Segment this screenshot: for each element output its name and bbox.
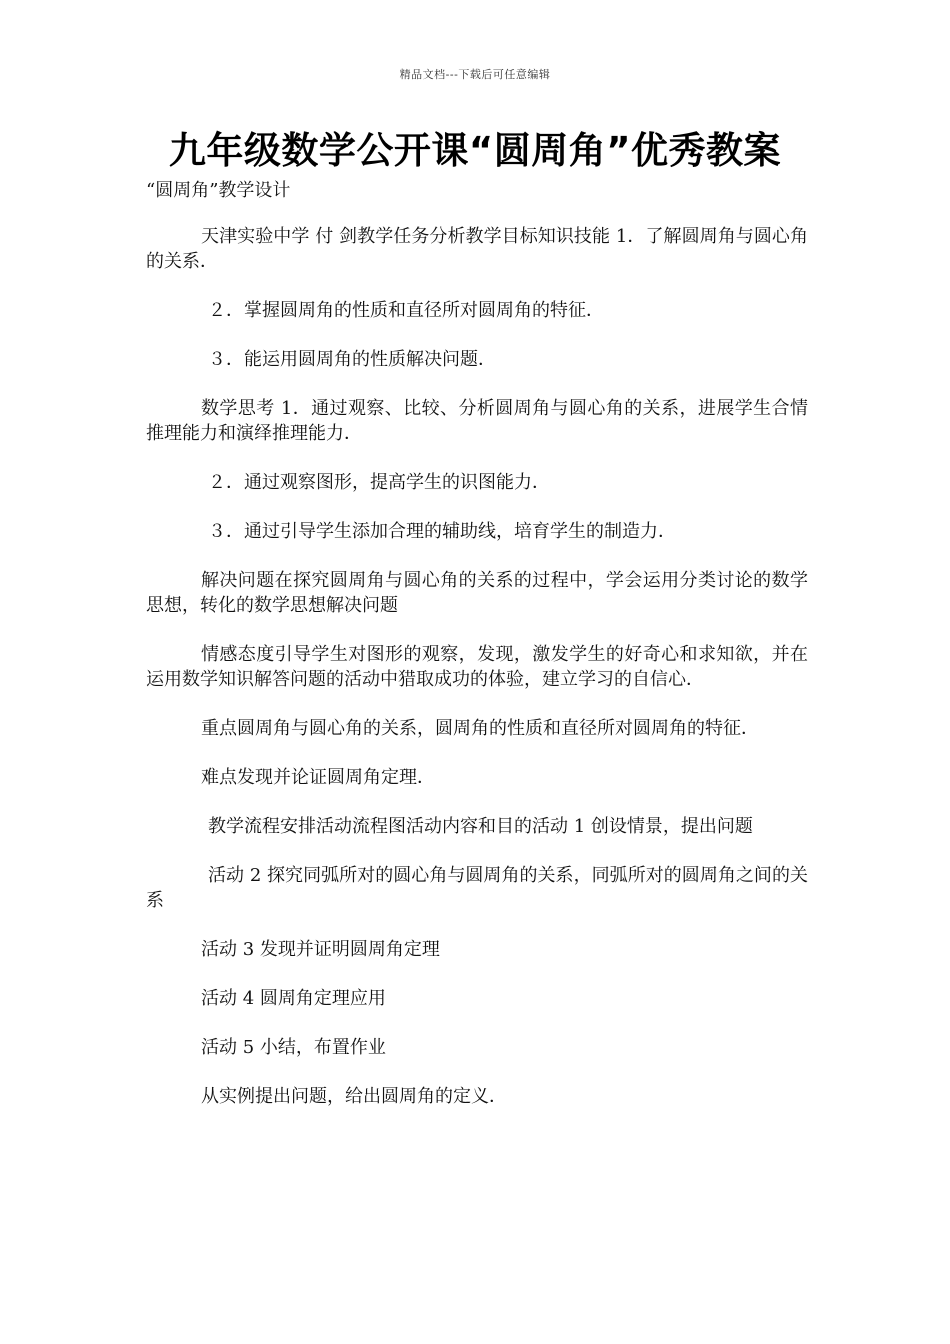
paragraph-activity-2: 活动 2 探究同弧所对的圆心角与圆周角的关系，同弧所对的圆周角之间的关系: [146, 865, 808, 911]
paragraph-emotional-attitude: 情感态度引导学生对图形的观察，发现，激发学生的好奇心和求知欲，并在运用数学知识解答问题的活动中猎取成功的体验，建立学习的自信心．: [146, 644, 808, 690]
document-body: [146, 224, 808, 1133]
paragraph-objective-2: ２．掌握圆周角的性质和直径所对圆周角的特征．: [208, 300, 604, 321]
paragraph-thinking-2: ２．通过观察图形，提高学生的识图能力．: [208, 472, 550, 493]
paragraph-activity-1: 教学流程安排活动流程图活动内容和目的活动 1 创设情景，提出问题: [208, 816, 753, 837]
paragraph-problem-solving: 解决问题在探究圆周角与圆心角的关系的过程中，学会运用分类讨论的数学思想，转化的数学思想解决问题: [146, 570, 808, 616]
paragraph-key-points: 重点圆周角与圆心角的关系，圆周角的性质和直径所对圆周角的特征．: [201, 718, 759, 739]
paragraph-math-thinking: 数学思考 1．通过观察、比较、分析圆周角与圆心角的关系，进展学生合情推理能力和演绎推理能力．: [146, 398, 808, 444]
paragraph-objective-3: ３．能运用圆周角的性质解决问题．: [208, 349, 496, 370]
paragraph-activity-5: 活动 5 小结，布置作业: [201, 1037, 386, 1058]
paragraph-activity-4: 活动 4 圆周角定理应用: [201, 988, 386, 1009]
paragraph-difficulties: 难点发现并论证圆周角定理．: [201, 767, 435, 788]
document-title: 九年级数学公开课“圆周角”优秀教案: [168, 129, 782, 172]
paragraph-activity-3: 活动 3 发现并证明圆周角定理: [201, 939, 440, 960]
paragraph-definition-intro: 从实例提出问题，给出圆周角的定义．: [201, 1086, 507, 1107]
paragraph-thinking-3: ３．通过引导学生添加合理的辅助线，培育学生的制造力．: [208, 521, 676, 542]
document-subtitle: “圆周角”教学设计: [146, 180, 291, 201]
paragraph-objectives-knowledge: 天津实验中学 付 剑教学任务分析教学目标知识技能 1．了解圆周角与圆心角的关系．: [146, 226, 808, 272]
page-header-watermark: 精品文档---下载后可任意编辑: [399, 68, 551, 81]
